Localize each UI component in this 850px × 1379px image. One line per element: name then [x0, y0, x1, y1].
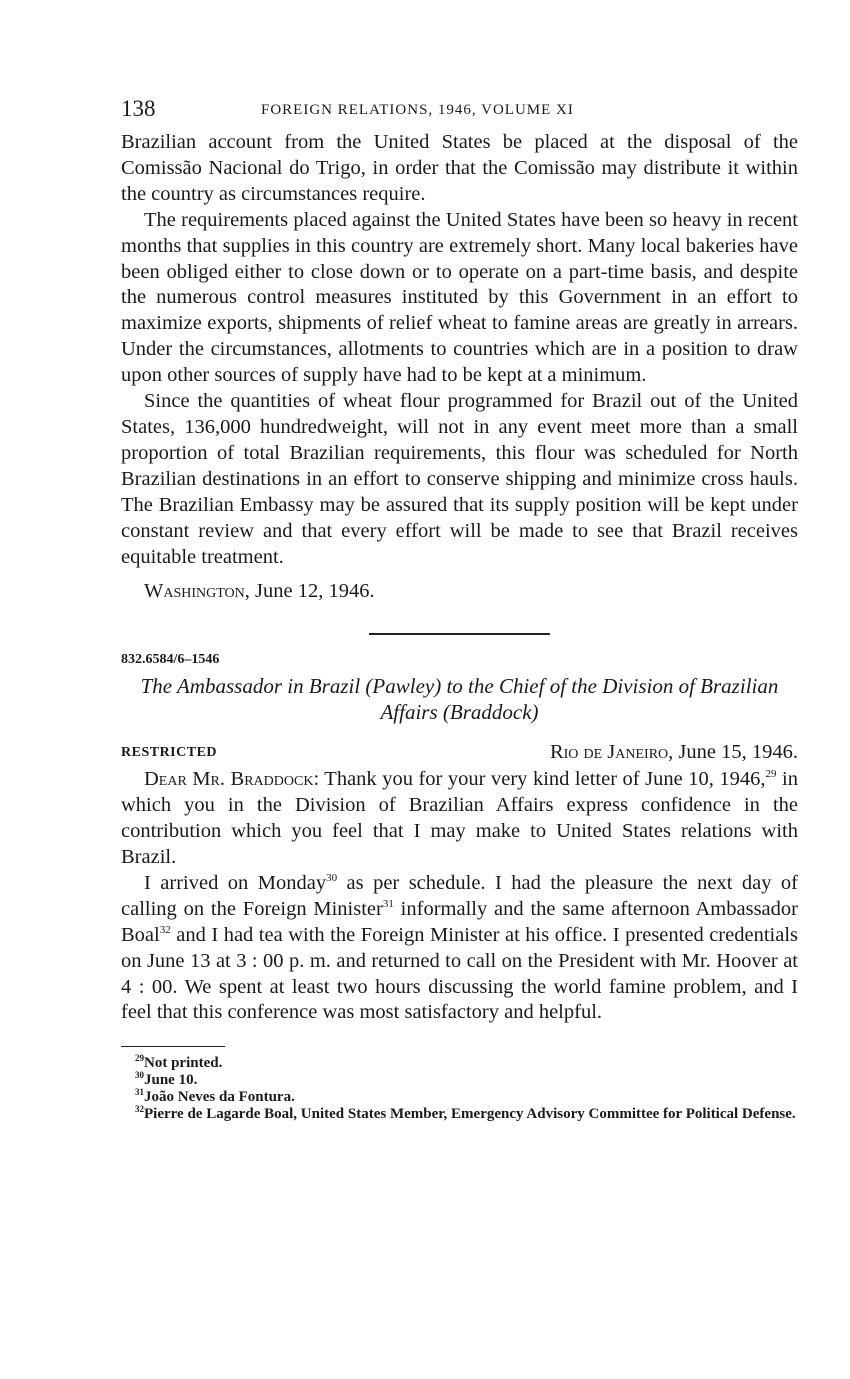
footnote-ref-32: 32	[159, 923, 171, 936]
footnote-ref-30: 30	[326, 872, 338, 885]
footnote-text: João Neves da Fontura.	[144, 1089, 295, 1106]
body-paragraph-1: Brazilian account from the United States be placed at the disposal of the Comissão Nacional do Trigo, in order that the Comissão may distribute it within the country as circumstances require.	[121, 131, 798, 205]
letter-text: as per schedule. I had the pleasure the next day of calling on the Foreign Minister	[121, 871, 798, 920]
letter-text: Thank you for your very kind letter of June 10, 1946,	[319, 768, 766, 791]
footnote	[121, 1106, 798, 1123]
dateline	[550, 741, 798, 764]
salutation: Dear Mr. Braddock:	[144, 768, 320, 791]
footnote-number: 30	[135, 1070, 144, 1081]
footnote	[121, 1055, 798, 1072]
body-paragraph-3: Since the quantities of wheat flour programmed for Brazil out of the United States, 136,000 hundredweight, will not in any event meet more than a small proportion of total Brazilian requirements, this flour was scheduled for North Brazilian destinations in an effort to conserve shipping and minimize cross hauls. The Brazilian Embassy may be assured that its supply position will be kept under constant review and that every effort will be made to see that Brazil receives equitable treatment.	[121, 390, 798, 568]
footnote-text: Not printed.	[144, 1055, 223, 1072]
letter-paragraph-1	[121, 767, 798, 871]
letter-paragraph-2	[121, 871, 798, 1026]
date: , June 12, 1946.	[244, 580, 375, 603]
footnote-text: Pierre de Lagarde Boal, United States Member, Emergency Advisory Committee for Political Defense.	[144, 1106, 796, 1123]
letter-text: I arrived on Monday	[144, 871, 327, 894]
section-divider	[369, 633, 550, 635]
footnote	[121, 1089, 798, 1106]
place: Washington	[144, 580, 245, 603]
footnote	[121, 1072, 798, 1089]
classification: RESTRICTED	[121, 745, 218, 761]
running-head: FOREIGN RELATIONS, 1946, VOLUME XI	[261, 102, 574, 118]
document-title: The Ambassador in Brazil (Pawley) to the Chief of the Division of Brazilian Affairs (Braddock)	[140, 674, 779, 725]
page-header	[121, 96, 798, 130]
place-and-date	[144, 579, 798, 605]
dateline-place: Rio de Janeiro	[549, 741, 669, 764]
page-number: 138	[121, 96, 156, 121]
letter-text: informally and the same afternoon Ambassador Boal	[121, 897, 798, 946]
letter-text: and I had tea with the Foreign Minister at his office. I presented credentials on June 13 at 3 : 00 p. m. and returned to call on the President with Mr. Hoover at 4 : 00. We spent at least two hours discussing the world famine problem, and I feel that this conference was most satisfactory and helpful.	[121, 923, 798, 1024]
footnotes	[121, 1055, 798, 1123]
footnote-number: 29	[135, 1053, 144, 1064]
footnote-ref-29: 29	[765, 768, 777, 781]
document-page	[121, 96, 798, 1123]
footnote-text: June 10.	[144, 1072, 198, 1089]
dateline-date: , June 15, 1946.	[668, 741, 798, 764]
footnote-number: 31	[135, 1087, 144, 1098]
body-paragraph-2: The requirements placed against the United States have been so heavy in recent months that supplies in this country are extremely short. Many local bakeries have been obliged either to close down or to operate on a part-time basis, and despite the numerous control measures instituted by this Government in an effort to maximize exports, shipments of relief wheat to famine areas are greatly in arrears. Under the circumstances, allotments to countries which are in a position to draw upon other sources of supply have had to be kept at a minimum.	[121, 208, 798, 387]
classification-line	[121, 741, 798, 767]
footnote-ref-31: 31	[382, 898, 394, 911]
letter-text: in which you in the Division of Brazilian Affairs express confidence in the contribution which you feel that I may make to United States relations with Brazil.	[121, 768, 798, 869]
footnote-divider	[121, 1046, 225, 1047]
footnote-number: 32	[135, 1104, 144, 1115]
file-number: 832.6584/6–1546	[121, 652, 220, 668]
